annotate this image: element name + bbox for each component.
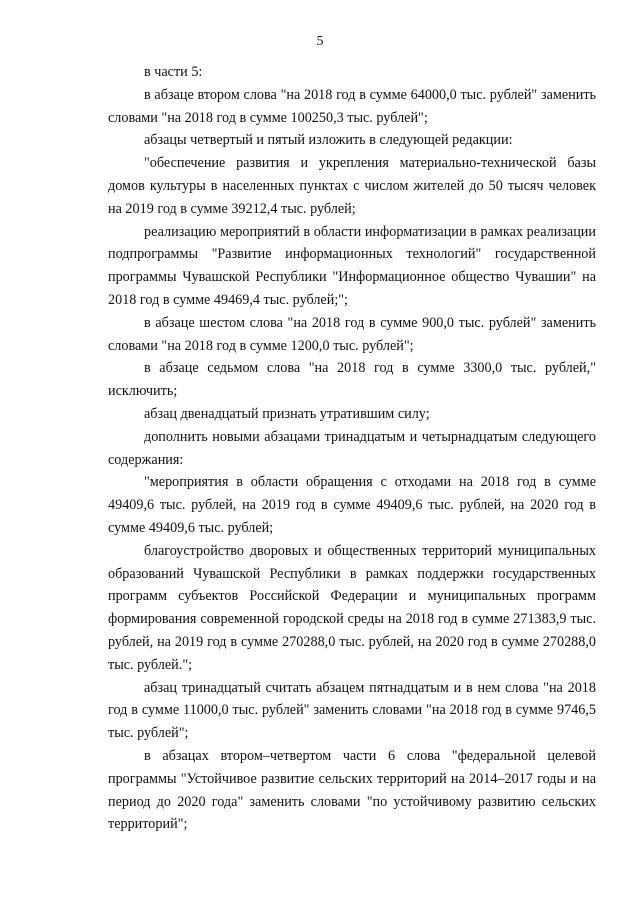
paragraph: дополнить новыми абзацами тринадцатым и четырнадцатым следующего содержания:: [108, 428, 596, 468]
paragraph: благоустройство дворовых и общественных территорий муниципальных образований Чувашской Республики в рамках поддержки государственных программ субъектов Российской Федерации и муниципальных программ формирования современной городской среды на 2018 год в сумме 271383,9 тыс. рублей, на 2019 год в сумме 270288,0 тыс. рублей, на 2020 год в сумме 270288,0 тыс. рублей.";: [108, 542, 596, 673]
paragraph: в абзаце втором слова "на 2018 год в сумме 64000,0 тыс. рублей" заменить словами "на 2018 год в сумме 100250,3 тыс. рублей";: [108, 86, 596, 126]
paragraph: в абзаце шестом слова "на 2018 год в сумме 900,0 тыс. рублей" заменить словами "на 2018 год в сумме 1200,0 тыс. рублей";: [108, 314, 596, 354]
paragraph: абзац двенадцатый признать утратившим силу;: [144, 405, 430, 422]
paragraph: "обеспечение развития и укрепления материально-технической базы домов культуры в населенных пунктах с числом жителей до 50 тысяч человек на 2019 год в сумме 39212,4 тыс. рублей;: [108, 155, 596, 217]
paragraph: абзац тринадцатый считать абзацем пятнадцатым и в нем слова "на 2018 год в сумме 11000,0 тыс. рублей" заменить словами "на 2018 год в сумме 9746,5 тыс. рублей";: [108, 679, 596, 742]
paragraph: в части 5:: [144, 64, 203, 80]
paragraph: "мероприятия в области обращения с отходами на 2018 год в сумме 49409,6 тыс. рублей, на 2019 год в сумме 49409,6 тыс. рублей, на 2020 год в сумме 49409,6 тыс. рублей;: [108, 474, 596, 536]
paragraph: в абзацах втором–четвертом части 6 слова "федеральной целевой программы "Устойчивое развитие сельских территорий на 2014–2017 годы и на период до 2020 года" заменить словами "по устойчивому развитию сельских территорий";: [108, 747, 596, 833]
document-body: [108, 61, 596, 836]
page-number: 5: [316, 34, 324, 49]
paragraph: в абзаце седьмом слова "на 2018 год в сумме 3300,0 тыс. рублей," исключить;: [108, 360, 596, 400]
paragraph: реализацию мероприятий в области информатизации в рамках реализации подпрограммы "Развитие информационных технологий" государственной программы Чувашской Республики "Информационное общество Чувашии" на 2018 год в сумме 49469,4 тыс. рублей;";: [108, 223, 596, 308]
paragraph: абзацы четвертый и пятый изложить в следующей редакции:: [144, 132, 513, 149]
